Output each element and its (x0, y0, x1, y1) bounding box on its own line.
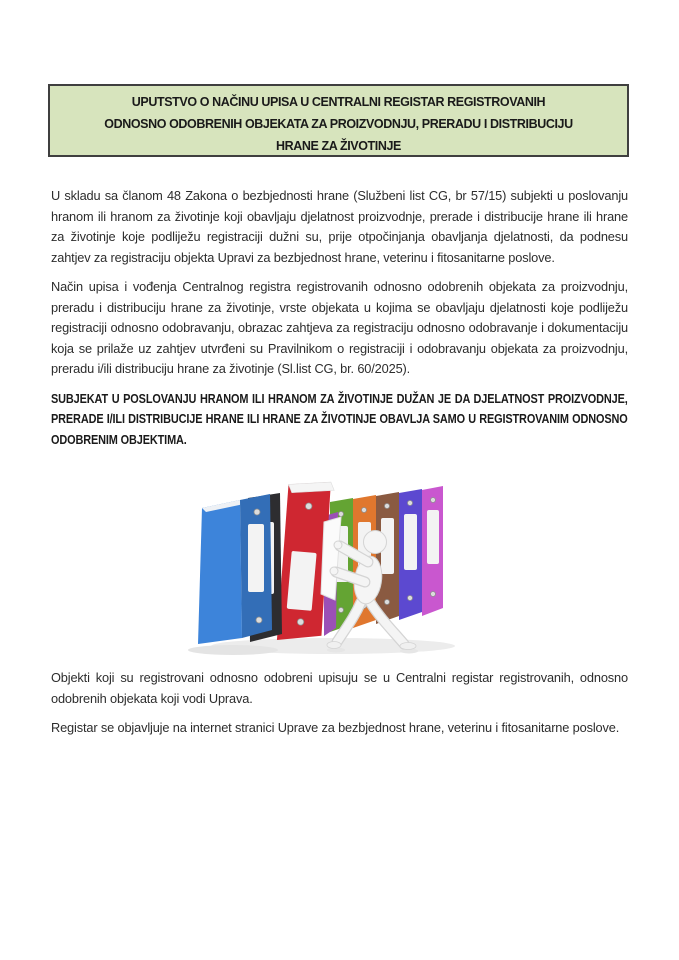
paragraph-legal-basis: U skladu sa članom 48 Zakona o bezbjednosti hrane (Službeni list CG, br 57/15) subjekti u poslovanju hranom ili hranom za životinje koji obavljaju djelatnost proizvodnje, prerade i distribucije hrane ili hrane za životinje koje podliježu registraciji dužni su, prije otpočinjanja obavljanja djelatnosti, da podnesu zahtjev za registraciju objekta Upravi za bezbjednost hrane, veterinu i fitosanitarne poslove. (51, 188, 628, 265)
document-body (51, 186, 628, 748)
document-title-line-2: ODNOSNO ODOBRENIH OBJEKATA ZA PROIZVODNJU, PRERADU I DISTRIBUCIJU (104, 117, 573, 131)
binders-clipart-image (178, 460, 478, 658)
figure-foot-back (400, 643, 416, 650)
binder-blue (198, 494, 272, 644)
paragraph-rulebook: Način upisa i vođenja Centralnog registra registrovanih odnosno odobrenih objekata za proizvodnju, preradu i distribuciju hrane za životinje, vrste objekata u kojima se obavljaju djelatnosti koje podliježu registraciji odnosno odobravanju, obrazac zahtjeva za registraciju odnosno odobravanje i dokumentaciju koja se prilaže uz zahtjev utvrđeni su Pravilnikom o registraciji i odobravanju objekata za proizvodnju, preradu i/ili distribuciju hrane za životinje (Sl.list CG, br. 60/2025). (51, 279, 628, 376)
binder-brown (376, 492, 399, 624)
title-box (48, 84, 629, 157)
document-title-line-3: HRANE ZA ŽIVOTINJE (276, 139, 401, 153)
figure-hand-lower (330, 567, 338, 575)
document-title-line-1: UPUTSTVO O NAČINU UPISA U CENTRALNI REGISTAR REGISTROVANIH (131, 95, 546, 109)
figure-hand-upper (334, 541, 342, 549)
figure-foot-front (327, 642, 341, 649)
paragraph-obligation-bold: SUBJEKAT U POSLOVANJU HRANOM ILI HRANOM ZA ŽIVOTINJE DUŽAN JE DA DJELATNOST PROIZVODNJE, PRERADE I/ILI DISTRIBUCIJE HRANE ILI HRANE ZA ŽIVOTINJE OBAVLJA SAMO U REGISTROVANIM ODNOSNO ODOBRENIM OBJEKTIMA. (51, 390, 628, 447)
paragraph-register-publication: Registar se objavljuje na internet stranici Uprave za bezbjednost hrane, veterinu i fitosanitarne poslove. (51, 720, 620, 735)
paragraph-register-entry: Objekti koji su registrovani odnosno odobreni upisuju se u Centralni registar registrovanih, odnosno odobrenih objekata koji vodi Uprava. (51, 670, 628, 706)
binder-violet (399, 489, 422, 620)
binder-magenta (422, 486, 443, 616)
figure-head (363, 531, 386, 554)
